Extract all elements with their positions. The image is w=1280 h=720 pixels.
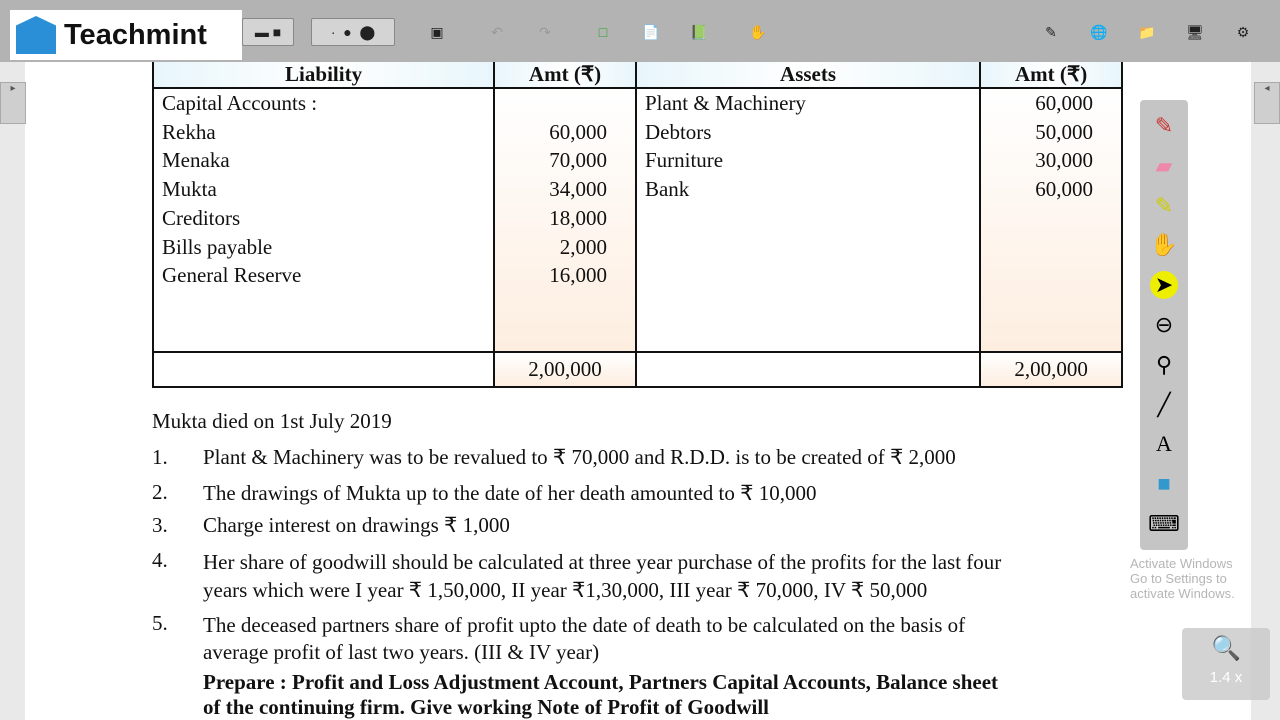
right-panel-toggle[interactable]: ◂ (1254, 82, 1280, 124)
zoom-widget[interactable] (1182, 628, 1270, 700)
floating-tool-palette (1140, 100, 1188, 550)
document-icon[interactable]: 📄 (642, 23, 660, 40)
notes-icon[interactable]: 📗 (690, 23, 708, 40)
logo-icon (16, 16, 56, 54)
asset-amounts: 60,000 50,000 30,000 60,000 (980, 88, 1122, 352)
header-amount: Amt (₹) (980, 62, 1122, 88)
item-number: 4. (152, 548, 168, 572)
header-amount: Amt (₹) (494, 62, 636, 88)
color-picker-icon[interactable]: ▣ (430, 23, 444, 40)
item-text: The deceased partners share of profit upto the date of death to be calculated on the basis of (203, 613, 966, 637)
line-style-button[interactable]: ▬ ■ (242, 18, 294, 46)
undo-icon[interactable]: ↶ (491, 23, 503, 40)
item-text: The drawings of Mukta up to the date of her death amounted to ₹ 10,000 (203, 481, 817, 505)
highlighter-icon[interactable]: ✎ (1154, 192, 1174, 218)
header-assets: Assets (636, 62, 980, 88)
item-number: 5. (152, 611, 168, 635)
display-icon[interactable]: 🖥 (1186, 23, 1204, 40)
eraser-icon[interactable]: ▰ (1155, 152, 1173, 178)
hand-icon[interactable]: ✋ (1150, 232, 1178, 258)
folder-icon[interactable]: 📁 (1138, 23, 1156, 40)
magnifier-icon: 🔍 (1211, 635, 1241, 662)
settings-icon[interactable]: ⚙ (1236, 23, 1250, 40)
zoom-out-icon[interactable]: ⊖ (1154, 311, 1174, 337)
pointer-icon[interactable]: ➤ (1150, 271, 1178, 299)
item-text: years which were I year ₹ 1,50,000, II year ₹1,30,000, III year ₹ 70,000, IV ₹ 50,000 (203, 578, 928, 602)
intro-text: Mukta died on 1st July 2019 (152, 409, 392, 433)
laser-icon[interactable]: ⚲ (1155, 351, 1173, 377)
teachmint-logo (10, 10, 242, 60)
pen-icon[interactable]: ✎ (1154, 112, 1174, 138)
activation-watermark: Activate Windows Go to Settings to activate Windows. (1130, 556, 1235, 601)
text-icon[interactable]: A (1156, 431, 1172, 457)
item-number: 1. (152, 445, 168, 469)
liability-names: Capital Accounts : Rekha Menaka Mukta Creditors Bills payable General Reserve (153, 88, 494, 352)
item-text: average profit of last two years. (III & IV year) (203, 640, 600, 664)
zoom-level: 1.4 x (1209, 669, 1243, 686)
item-number: 3. (152, 513, 168, 537)
balance-sheet-table (152, 62, 1123, 388)
hand-tool-icon[interactable]: ✋ (749, 23, 767, 40)
globe-icon[interactable]: 🌐 (1090, 23, 1108, 40)
keyboard-icon[interactable]: ⌨ (1148, 511, 1180, 537)
brand-name: Teachmint (64, 18, 207, 51)
pen-size-selector[interactable]: · ● ⬤ (311, 18, 395, 46)
top-toolbar (0, 0, 1280, 62)
redo-icon[interactable]: ↷ (539, 23, 551, 40)
prepare-text: Prepare : Profit and Loss Adjustment Account, Partners Capital Accounts, Balance sheet (203, 670, 999, 694)
total-assets: 2,00,000 (980, 352, 1122, 387)
item-text: Her share of goodwill should be calculated at three year purchase of the profits for the last four (203, 550, 1002, 574)
line-icon[interactable]: ╱ (1157, 391, 1171, 417)
liability-amounts: 60,000 70,000 34,000 18,000 2,000 16,000 (494, 88, 636, 352)
prepare-text: of the continuing firm. Give working Note of Profit of Goodwill (203, 695, 769, 719)
new-page-icon[interactable]: □ (598, 24, 608, 40)
item-text: Plant & Machinery was to be revalued to ₹ 70,000 and R.D.D. is to be created of ₹ 2,000 (203, 445, 956, 469)
item-number: 2. (152, 480, 168, 504)
left-panel-toggle[interactable]: ▸ (0, 82, 26, 124)
shape-icon[interactable]: ■ (1157, 471, 1171, 497)
item-text: Charge interest on drawings ₹ 1,000 (203, 513, 510, 537)
total-liabilities: 2,00,000 (494, 352, 636, 387)
edit-icon[interactable]: ✎ (1045, 23, 1057, 40)
header-liability: Liability (153, 62, 494, 88)
asset-names: Plant & Machinery Debtors Furniture Bank (636, 88, 980, 352)
